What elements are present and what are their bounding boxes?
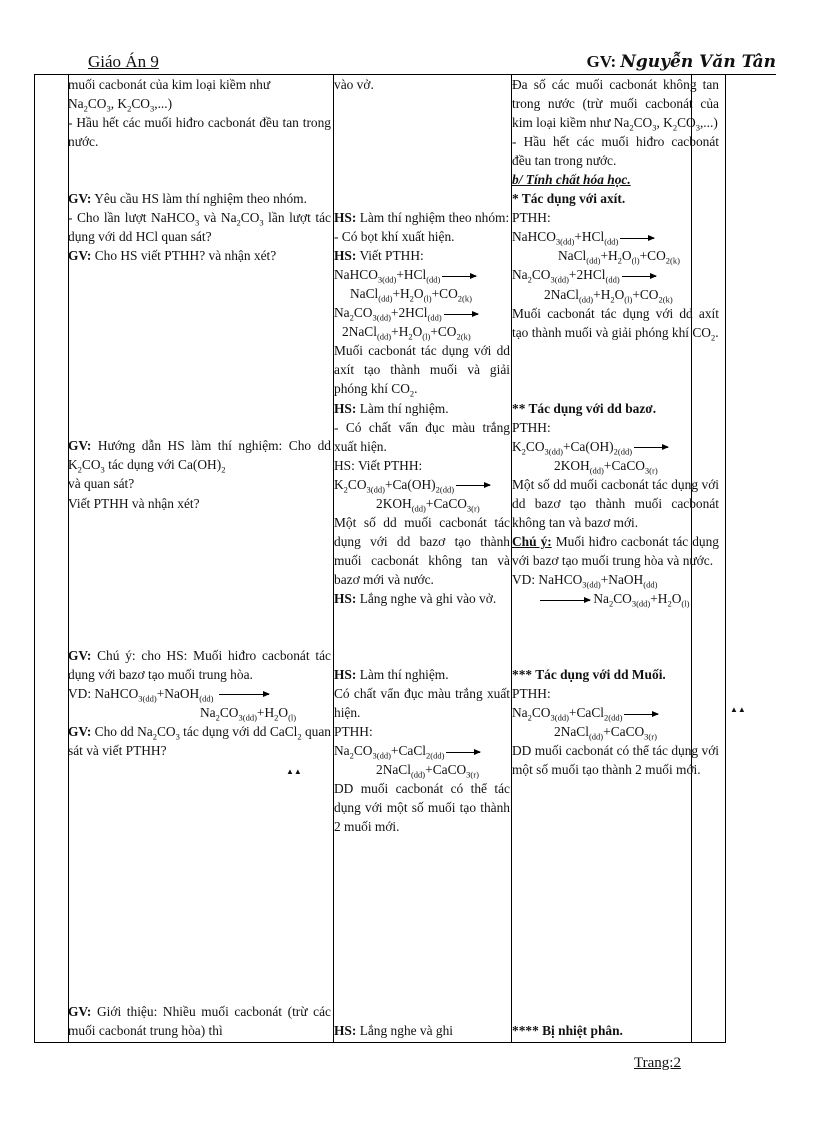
- triangle-marker-icon: ▲▲: [730, 705, 746, 714]
- header-left: Giáo Án 9: [88, 52, 159, 71]
- section-title: b/ Tính chất hóa học.: [512, 172, 631, 188]
- column-content: Đa số các muối cacbonát không tan trong nước (trừ muối cacbonát của kim loại kiềm như $Na_2CO_3$, $K_2CO_3$,...) - Hầu hết các muối hiđro cacbonát đều tan trong nước. b/ Tính chất hóa học. * Tác dụng với axít. PTHH: NaHCO$_{3(dd)}$+HCl$_{(dd)}$ $NaCl_{(dd)}+H_2O_{(l)}+CO_{2(k)}$ $Na_2CO_{3(dd)}+2HCl_{(dd)}$ $2NaCl_{(dd)}+H_2O_{(l)}+CO_{2(k)}$ Muối cacbonát tác dụng với dd axít tạo thành muối và giải phóng khí $CO_2$. ** Tác dụng với dd bazơ. PTHH: $K_2CO_{3(dd)}+Ca(OH)_{2(dd)}$ $2KOH_{(dd)}+CaCO_{3(r)}$ Một số dd muối cacbonát tác dụng với dd bazơ tạo thành muối cacbonát không tan và bazơ mới. Chú ý: Muối hiđro cacbonát tác dụng với bazơ tạo muối trung hòa và nước. VD: NaHCO$_{3(dd)}$+NaOH$_{(dd)}$ $Na_2CO_{3(dd)}+H_2O_{(l)}$ *** Tác dụng với dd Muối. PTHH: $Na_2CO_{3(dd)}+CaCl_{2(dd)}$ 2NaCl$_{(dd)}$+CaCO$_{3(r)}$ DD muối cacbonát có thể tác dụng với một số muối tạo thành 2 muối mới. **** Bị nhiệt phân.: [512, 77, 719, 1038]
- page-header: [60, 50, 776, 75]
- column-student: vào vở. HS: Làm thí nghiệm theo nhóm: - Có bọt khí xuất hiện. HS: Viết PTHH: NaHCO$_{3(dd)}$+HCl$_{(dd)}$ $NaCl_{(dd)}+H_2O_{(l)}+CO_{2(k)}$ $Na_2CO_{3(dd)}+2HCl_{(dd)}$ $2NaCl_{(dd)}+H_2O_{(l)}+CO_{2(k)}$ Muối cacbonát tác dụng với dd axít tạo thành muối và giải phóng khí $CO_2$. HS: Làm thí nghiệm. - Có chất vẩn đục màu trắng xuất hiện. HS: Viết PTHH: $K_2CO_{3(dd)}+Ca(OH)_{2(dd)}$ $2KOH_{(dd)}+CaCO_{3(r)}$ Một số dd muối cacbonát tác dụng với dd bazơ tạo thành muối cacbonát không tan và bazơ mới và nước. HS: Lắng nghe và ghi vào vở. HS: Làm thí nghiệm. Có chất vẩn đục màu trắng xuất hiện. PTHH: $Na_2CO_{3(dd)}+CaCl_{2(dd)}$ 2NaCl$_{(dd)}$+CaCO$_{3(r)}$ DD muối cacbonát có thể tác dụng với một số muối tạo thành 2 muối mới. HS: Lắng nghe và ghi: [334, 77, 510, 1038]
- triangle-marker-icon: ▲▲: [286, 767, 302, 776]
- teacher-name: Nguyễn Văn Tân: [620, 52, 776, 72]
- header-right: GV: Nguyễn Văn Tân: [586, 52, 776, 72]
- page-number: Trang:2: [634, 1055, 681, 1071]
- column-teacher: muối cacbonát của kim loại kiềm như $Na_2CO_3$, $K_2CO_3$,...) - Hầu hết các muối hiđro cacbonát đều tan trong nước. GV: Yêu cầu HS làm thí nghiệm theo nhóm. - Cho lần lượt NaHCO$_3$ và $Na_2CO_3$ lần lượt tác dụng với dd HCl quan sát? GV: Cho HS viết PTHH? và nhận xét? GV: Hướng dẫn HS làm thí nghiệm: Cho dd $K_2CO_3$ tác dụng với $Ca(OH)_2$ và quan sát? Viết PTHH và nhận xét? GV: Chú ý: cho HS: Muối hiđro cacbonát tác dụng với bazơ tạo muối trung hòa. VD: NaHCO$_{3(dd)}$+NaOH$_{(dd)}$ $Na_2CO_{3(dd)}+H_2O_{(l)}$ GV: Cho dd $Na_2CO_3$ tác dụng với dd CaCl$_2$ quan sát và viết PTHH? GV: Giới thiệu: Nhiều muối cacbonát (trừ các muối cacbonát trung hòa) thì: [68, 77, 331, 1039]
